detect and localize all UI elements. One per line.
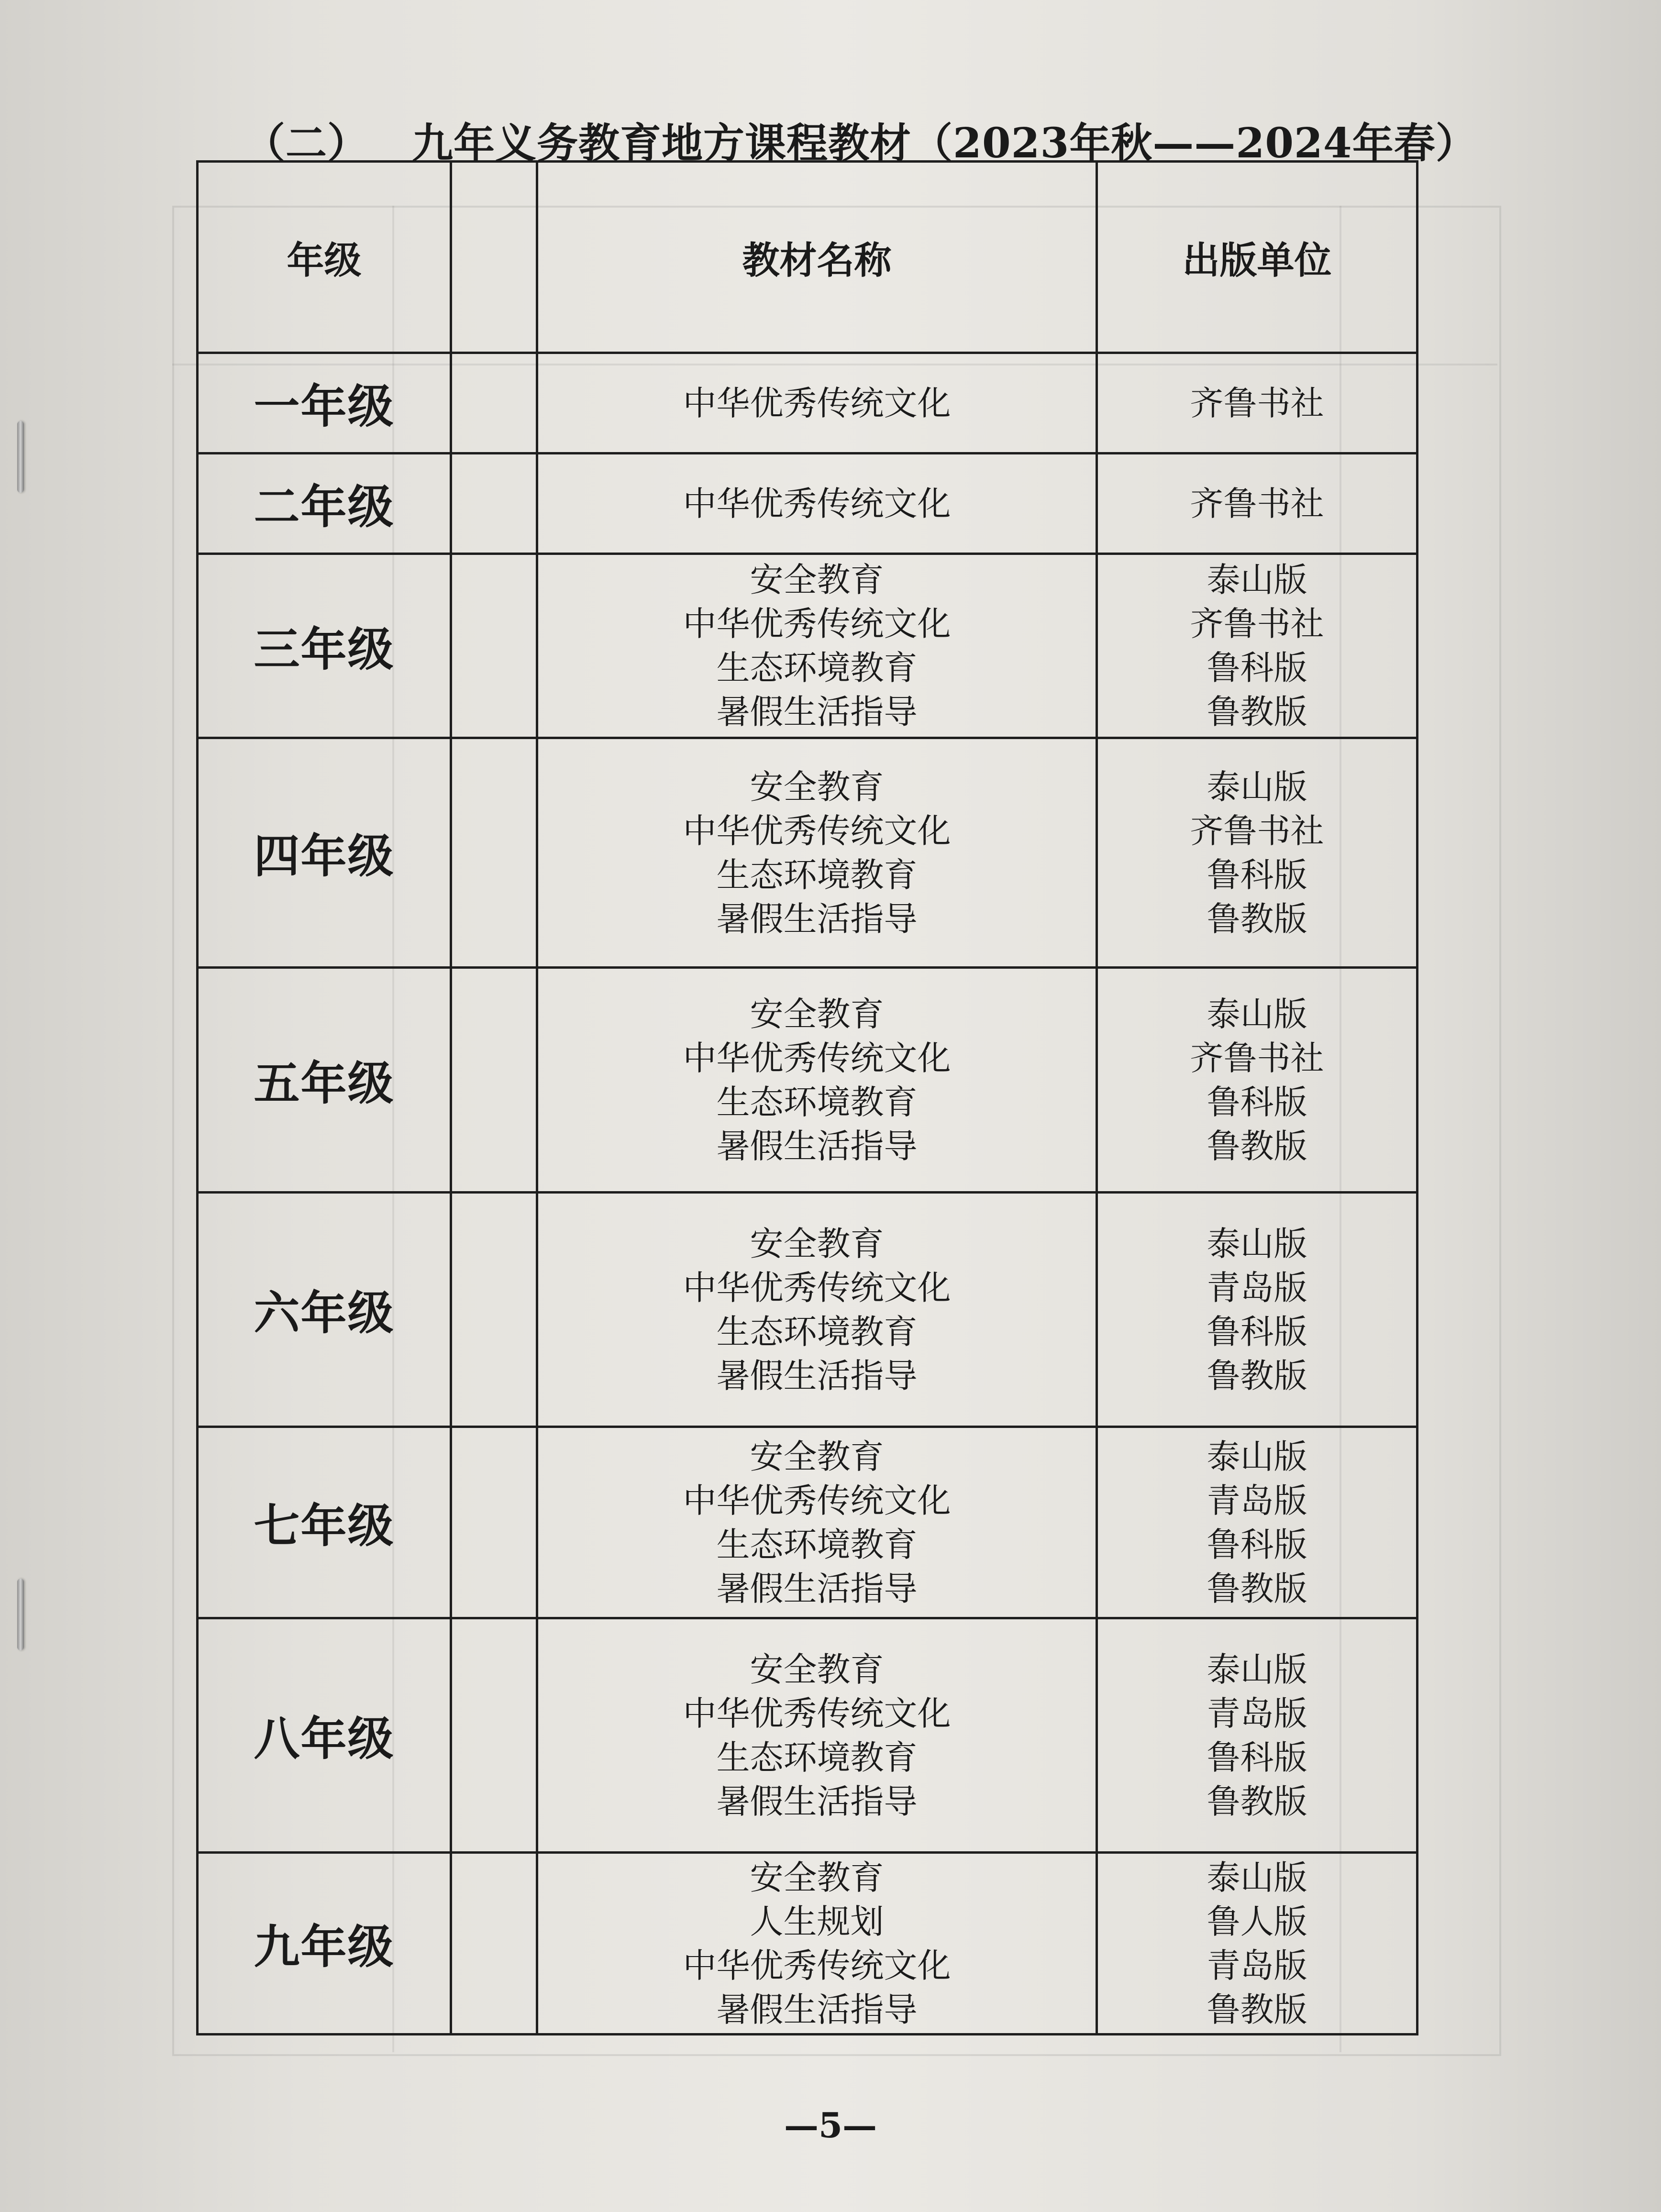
blank-cell xyxy=(451,1618,537,1853)
textbook-name: 生态环境教育 xyxy=(716,1525,918,1564)
textbook-name: 安全教育 xyxy=(750,560,884,599)
table-row xyxy=(198,1618,1417,1853)
section-index: （二） xyxy=(244,119,369,167)
textbook-name: 生态环境教育 xyxy=(716,1312,918,1351)
publisher-name: 青岛版 xyxy=(1207,1268,1307,1307)
table-row xyxy=(198,968,1417,1193)
grade-cell: 二年级 xyxy=(198,453,451,554)
publisher-name: 鲁教版 xyxy=(1207,1569,1307,1608)
table-row xyxy=(198,453,1417,554)
publisher-name: 齐鲁书社 xyxy=(1190,604,1324,643)
textbook-name: 暑假生活指导 xyxy=(716,1356,918,1395)
textbook-cell xyxy=(537,1427,1097,1618)
publisher-cell xyxy=(1097,453,1417,554)
grade-cell: 一年级 xyxy=(198,353,451,453)
textbook-name: 中华优秀传统文化 xyxy=(683,604,951,643)
publisher-name: 泰山版 xyxy=(1207,1224,1307,1263)
grade-cell: 九年级 xyxy=(198,1853,451,2035)
table-row xyxy=(198,1193,1417,1427)
textbook-cell xyxy=(537,1853,1097,2035)
publisher-name: 青岛版 xyxy=(1207,1481,1307,1520)
publisher-name: 青岛版 xyxy=(1207,1693,1307,1733)
publisher-name: 鲁教版 xyxy=(1207,692,1307,731)
publisher-column-header: 出版单位 xyxy=(1097,162,1417,353)
grade-column-header: 年级 xyxy=(198,162,451,353)
publisher-cell xyxy=(1097,1853,1417,2035)
table-body xyxy=(198,353,1417,2035)
section-title: 九年义务教育地方课程教材（2023年秋——2024年春） xyxy=(412,119,1477,167)
textbook-name: 暑假生活指导 xyxy=(716,1126,918,1166)
grade-cell: 三年级 xyxy=(198,554,451,738)
publisher-cell xyxy=(1097,1618,1417,1853)
textbook-name: 安全教育 xyxy=(750,1649,884,1689)
blank-cell xyxy=(451,1853,537,2035)
publisher-name: 齐鲁书社 xyxy=(1190,383,1324,423)
page-number: —5— xyxy=(784,2105,877,2146)
textbook-name: 安全教育 xyxy=(750,1858,884,1897)
publisher-name: 鲁科版 xyxy=(1207,1737,1307,1777)
blank-column-header xyxy=(451,162,537,353)
textbook-name: 中华优秀传统文化 xyxy=(683,1268,951,1307)
publisher-name: 泰山版 xyxy=(1207,1649,1307,1689)
textbook-name: 中华优秀传统文化 xyxy=(683,484,951,523)
blank-cell xyxy=(451,738,537,968)
publisher-cell xyxy=(1097,353,1417,453)
publisher-name: 鲁教版 xyxy=(1207,1356,1307,1395)
textbook-name: 生态环境教育 xyxy=(716,855,918,895)
textbook-cell xyxy=(537,1193,1097,1427)
textbook-cell xyxy=(537,453,1097,554)
textbook-name: 暑假生活指导 xyxy=(716,1990,918,2029)
blank-cell xyxy=(451,968,537,1193)
textbook-name: 暑假生活指导 xyxy=(716,1569,918,1608)
publisher-cell xyxy=(1097,554,1417,738)
publisher-name: 鲁教版 xyxy=(1207,1990,1307,2029)
textbook-cell xyxy=(537,1618,1097,1853)
textbook-name: 中华优秀传统文化 xyxy=(683,1481,951,1520)
textbook-cell xyxy=(537,353,1097,453)
textbook-name: 安全教育 xyxy=(750,767,884,807)
publisher-name: 鲁科版 xyxy=(1207,855,1307,895)
grade-cell: 八年级 xyxy=(198,1618,451,1853)
publisher-name: 泰山版 xyxy=(1207,560,1307,599)
publisher-name: 鲁科版 xyxy=(1207,1312,1307,1351)
table-row xyxy=(198,1427,1417,1618)
blank-cell xyxy=(451,1427,537,1618)
publisher-name: 齐鲁书社 xyxy=(1190,484,1324,523)
blank-cell xyxy=(451,1193,537,1427)
publisher-name: 泰山版 xyxy=(1207,767,1307,807)
publisher-cell xyxy=(1097,968,1417,1193)
publisher-cell xyxy=(1097,738,1417,968)
textbook-name: 人生规划 xyxy=(750,1902,884,1941)
textbook-cell xyxy=(537,738,1097,968)
table-row xyxy=(198,738,1417,968)
publisher-cell xyxy=(1097,1427,1417,1618)
table-header-row xyxy=(198,162,1417,353)
publisher-name: 鲁人版 xyxy=(1207,1902,1307,1941)
textbook-name: 生态环境教育 xyxy=(716,648,918,687)
table-row xyxy=(198,353,1417,453)
curriculum-table xyxy=(196,160,1418,2035)
textbook-name: 安全教育 xyxy=(750,1437,884,1476)
textbook-name: 生态环境教育 xyxy=(716,1737,918,1777)
textbook-name: 中华优秀传统文化 xyxy=(683,811,951,851)
blank-cell xyxy=(451,453,537,554)
textbook-name: 中华优秀传统文化 xyxy=(683,1946,951,1985)
textbook-column-header: 教材名称 xyxy=(537,162,1097,353)
blank-cell xyxy=(451,353,537,453)
textbook-name: 安全教育 xyxy=(750,1224,884,1263)
table-row xyxy=(198,554,1417,738)
staple xyxy=(17,1579,24,1650)
table-row xyxy=(198,1853,1417,2035)
textbook-name: 暑假生活指导 xyxy=(716,692,918,731)
textbook-name: 暑假生活指导 xyxy=(716,899,918,939)
publisher-name: 鲁科版 xyxy=(1207,1082,1307,1122)
textbook-cell xyxy=(537,968,1097,1193)
grade-cell: 五年级 xyxy=(198,968,451,1193)
publisher-name: 鲁教版 xyxy=(1207,1781,1307,1821)
blank-cell xyxy=(451,554,537,738)
publisher-name: 齐鲁书社 xyxy=(1190,811,1324,851)
publisher-name: 泰山版 xyxy=(1207,1437,1307,1476)
textbook-name: 安全教育 xyxy=(750,994,884,1034)
publisher-name: 泰山版 xyxy=(1207,1858,1307,1897)
publisher-name: 青岛版 xyxy=(1207,1946,1307,1985)
textbook-name: 中华优秀传统文化 xyxy=(683,1693,951,1733)
publisher-name: 泰山版 xyxy=(1207,994,1307,1034)
publisher-name: 鲁教版 xyxy=(1207,1126,1307,1166)
publisher-name: 鲁教版 xyxy=(1207,899,1307,939)
grade-cell: 七年级 xyxy=(198,1427,451,1618)
textbook-name: 暑假生活指导 xyxy=(716,1781,918,1821)
textbook-name: 生态环境教育 xyxy=(716,1082,918,1122)
staple xyxy=(17,421,24,493)
textbook-name: 中华优秀传统文化 xyxy=(683,383,951,423)
publisher-name: 鲁科版 xyxy=(1207,648,1307,687)
textbook-name: 中华优秀传统文化 xyxy=(683,1038,951,1078)
publisher-name: 齐鲁书社 xyxy=(1190,1038,1324,1078)
publisher-cell xyxy=(1097,1193,1417,1427)
textbook-cell xyxy=(537,554,1097,738)
publisher-name: 鲁科版 xyxy=(1207,1525,1307,1564)
grade-cell: 六年级 xyxy=(198,1193,451,1427)
grade-cell: 四年级 xyxy=(198,738,451,968)
